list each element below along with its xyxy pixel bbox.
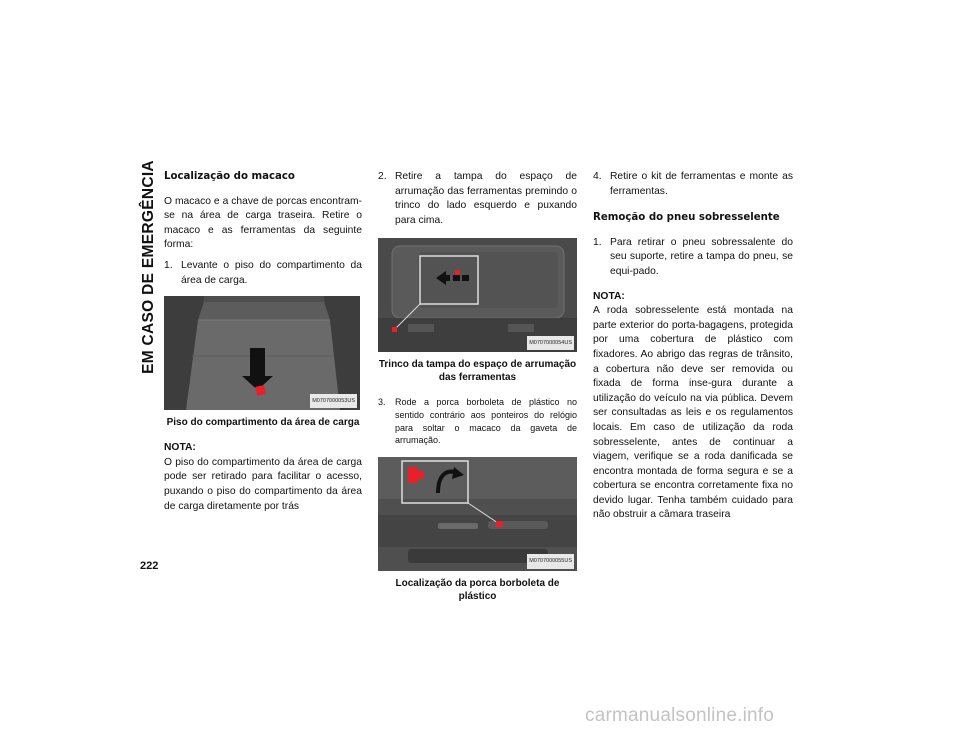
list-item [378, 170, 577, 228]
figure-tool-cover-latch [378, 238, 577, 352]
step-text: Para retirar o pneu sobressalente do seu suporte, retire a tampa do pneu, se equi-pado. [610, 236, 793, 277]
figure-code: M0707000055US [527, 554, 574, 569]
column-1 [164, 170, 362, 520]
step-text: Rode a porca borboleta de plástico no sentido contrário aos ponteiros do relógio para soltar o macaco da gaveta de arrumação. [395, 397, 577, 446]
column-3 [593, 170, 793, 529]
list-item [378, 396, 577, 446]
step-number: 2. [378, 171, 387, 182]
step-number: 1. [593, 236, 602, 248]
step-text: Retire o kit de ferramentas e monte as ferramentas. [610, 171, 793, 197]
chapter-side-tab [139, 160, 159, 374]
watermark: carmanualsonline.info [585, 705, 775, 726]
page-number: 222 [140, 560, 159, 572]
note-text: O piso do compartimento da área de carga pode ser retirado para facilitar o acesso, puxando o piso do compartimento da área de carga diretamente por trás [164, 456, 362, 512]
note-label: NOTA: [164, 442, 196, 454]
list-item [593, 170, 793, 199]
column-2 [378, 170, 577, 615]
step-number: 3. [378, 397, 386, 408]
section-title-jack-location: Localização do macaco [164, 171, 295, 182]
note-text: A roda sobresselente está montada na parte exterior do porta-bagagens, protegida por uma cobertura de plástico com fixadores. Ao abrigo das regras de trânsito, a cobertura não deve ser removida ou fixada de forma inse-gura durante a utilização do veículo na via pública. Devem ser consultadas as leis e os regulamentos locais. Em caso de utilização da roda sobresselente, antes de continuar a viagem, verifique se a roda danificada se encontra montada de forma segura e se a cobertura se encontra corretamente fixa no devido lugar. Tenha também cuidado para não obstruir a câmara traseira [593, 305, 793, 521]
list-item [164, 259, 362, 288]
step-number: 1. [164, 259, 173, 271]
section-title-spare-tire: Remoção do pneu sobresselente [593, 212, 780, 224]
chapter-title: EM CASO DE EMERGÊNCIA [140, 160, 157, 374]
figure-caption: Piso do compartimento da área de carga [166, 417, 360, 429]
figure-cargo-floor [164, 296, 360, 410]
step-number: 4. [593, 171, 602, 182]
step-text: Retire a tampa do espaço de arrumação das ferramentas premindo o trinco do lado esquerdo e puxando para cima. [395, 171, 577, 226]
figure-caption: Trinco da tampa do espaço de arrumação das ferramentas [378, 359, 577, 384]
step-text: Levante o piso do compartimento da área de carga. [181, 259, 362, 286]
figure-caption: Localização da porca borboleta de plástico [395, 577, 560, 602]
note-label: NOTA: [593, 290, 625, 302]
intro-paragraph: O macaco e a chave de porcas encontram-se na área de carga traseira. Retire o macaco e as ferramentas da seguinte forma: [164, 195, 362, 251]
list-item [593, 236, 793, 280]
figure-wing-nut [378, 457, 577, 571]
figure-code: M0707000053US [310, 394, 357, 409]
figure-code: M0707000054US [527, 336, 574, 351]
